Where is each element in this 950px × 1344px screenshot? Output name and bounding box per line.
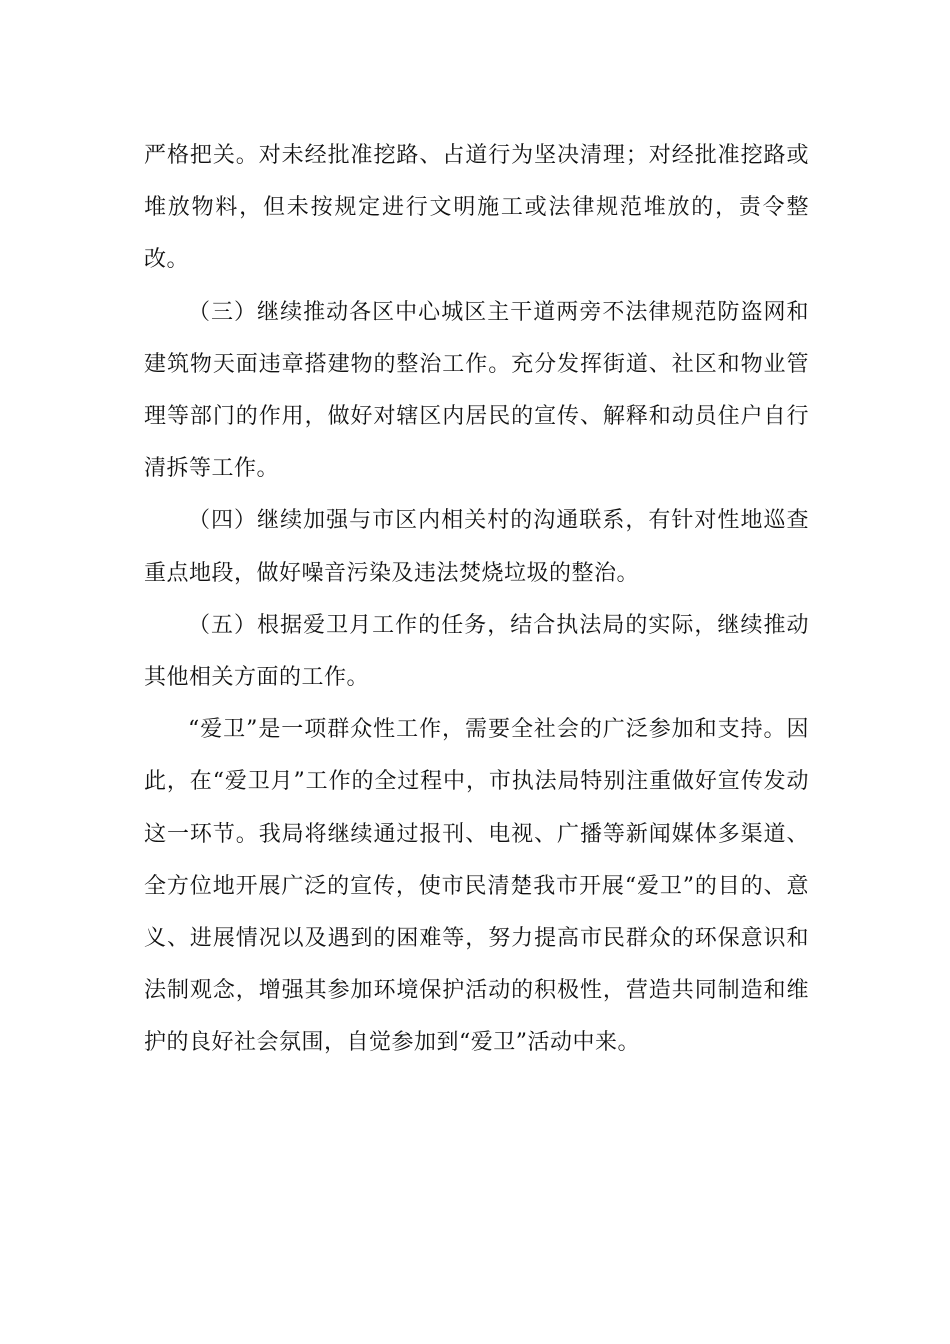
paragraph-item-5: （五）根据爱卫月工作的任务，结合执法局的实际，继续推动其他相关方面的工作。: [144, 612, 809, 691]
paragraph-publicity: “爱卫”是一项群众性工作，需要全社会的广泛参加和支持。因此，在“爱卫月”工作的全过程中，市执法局特别注重做好宣传发动这一环节。我局将继续通过报刊、电视、广播等新闻媒体多渠道、全方位地开展广泛的宣传，使市民清楚我市开展“爱卫”的目的、意义、进展情况以及遇到的困难等，努力提高市民群众的环保意识和法制观念，增强其参加环境保护活动的积极性，营造共同制造和维护的良好社会氛围，自觉参加到“爱卫”活动中来。: [144, 717, 809, 1056]
paragraph-item-4: （四）继续加强与市区内相关村的沟通联系，有针对性地巡查重点地段，做好噪音污染及违法焚烧垃圾的整治。: [144, 508, 809, 586]
document-body: [144, 130, 809, 1070]
paragraph-continuation: 严格把关。对未经批准挖路、占道行为坚决清理；对经批准挖路或堆放物料，但未按规定进行文明施工或法律规范堆放的，责令整改。: [144, 143, 809, 273]
paragraph-item-3: （三）继续推动各区中心城区主干道两旁不法律规范防盗网和建筑物天面违章搭建物的整治工作。充分发挥街道、社区和物业管理等部门的作用，做好对辖区内居民的宣传、解释和动员住户自行清拆等工作。: [144, 299, 809, 482]
